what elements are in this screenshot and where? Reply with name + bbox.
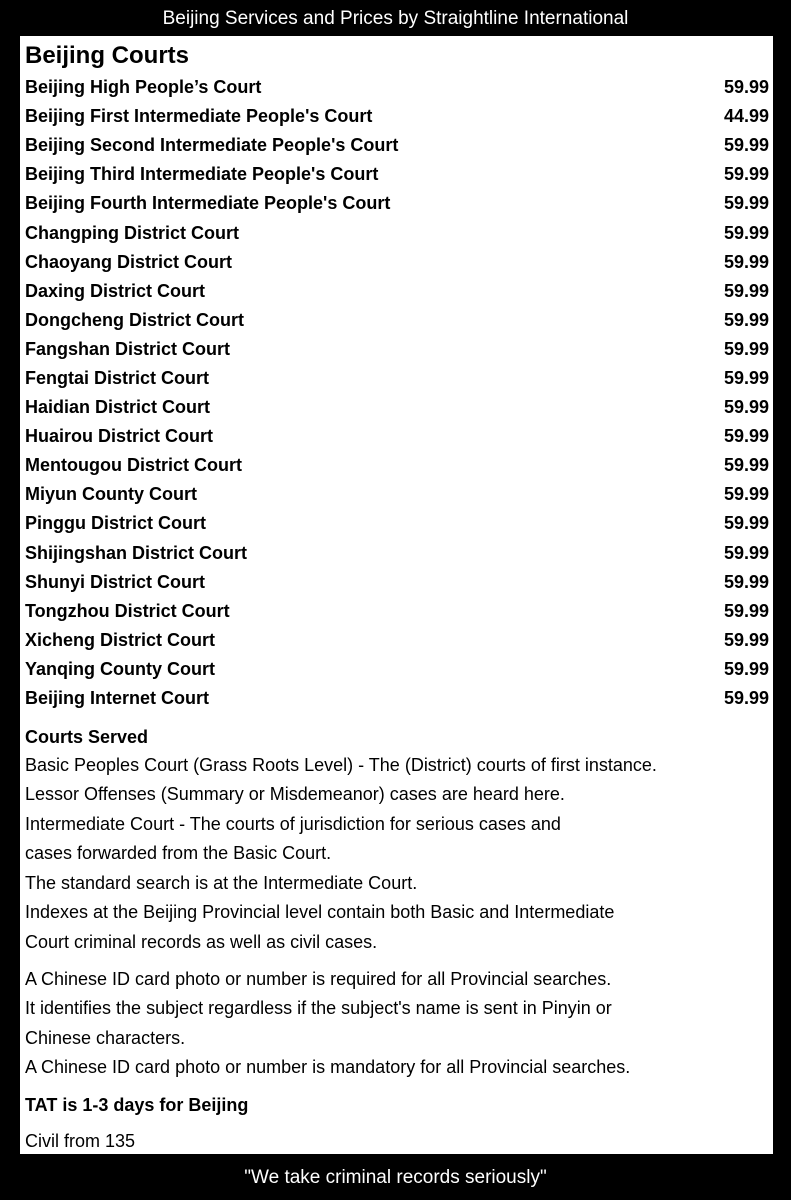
courts-served-text: [25, 751, 773, 957]
tat-note: TAT is 1-3 days for Beijing: [25, 1094, 249, 1115]
court-name: Fengtai District Court: [25, 367, 210, 388]
id-requirements-text: [25, 965, 773, 1083]
court-price: 59.99: [723, 484, 769, 505]
court-row: [20, 684, 773, 713]
court-row: [20, 393, 773, 422]
court-row: [20, 626, 773, 655]
court-name: Beijing High People’s Court: [25, 77, 262, 98]
note-line: cases forwarded from the Basic Court.: [25, 843, 332, 864]
courts-served-heading: Courts Served: [25, 727, 149, 748]
court-price: 59.99: [723, 600, 769, 621]
court-price: 59.99: [723, 629, 769, 650]
court-price: 59.99: [723, 338, 769, 359]
court-name: Huairou District Court: [25, 426, 214, 447]
page-header: Beijing Services and Prices by Straightline International: [162, 8, 629, 29]
court-row: [20, 131, 773, 160]
court-price: 59.99: [723, 280, 769, 301]
court-name: Shunyi District Court: [25, 571, 206, 592]
court-name: Tongzhou District Court: [25, 600, 230, 621]
court-price: 59.99: [723, 397, 769, 418]
court-name: Dongcheng District Court: [25, 309, 244, 330]
court-row: [20, 102, 773, 131]
note-line: A Chinese ID card photo or number is mandatory for all Provincial searches.: [25, 1057, 631, 1078]
court-name: Changping District Court: [25, 222, 239, 243]
court-price: 59.99: [723, 542, 769, 563]
spacer: [25, 957, 773, 965]
court-name: Beijing Second Intermediate People's Court: [25, 135, 399, 156]
note-line: Lessor Offenses (Summary or Misdemeanor) cases are heard here.: [25, 784, 565, 805]
court-row: [20, 306, 773, 335]
court-row: [20, 655, 773, 684]
court-name: Mentougou District Court: [25, 455, 242, 476]
court-row: [20, 160, 773, 189]
court-row: [20, 568, 773, 597]
court-row: [20, 189, 773, 218]
court-row: [20, 422, 773, 451]
court-price: 59.99: [723, 77, 769, 98]
court-price: 59.99: [723, 688, 769, 709]
section-title: Beijing Courts: [25, 42, 190, 69]
spacer: [25, 1083, 773, 1091]
court-price: 59.99: [723, 222, 769, 243]
court-name: Yanqing County Court: [25, 658, 215, 679]
court-row: [20, 73, 773, 102]
court-name: Xicheng District Court: [25, 629, 216, 650]
notes-section: [20, 713, 773, 1156]
note-line: The standard search is at the Intermediate Court.: [25, 872, 418, 893]
court-row: [20, 451, 773, 480]
court-row: [20, 509, 773, 538]
court-row: [20, 277, 773, 306]
note-line: Intermediate Court - The courts of jurisdiction for serious cases and: [25, 813, 561, 834]
court-name: Fangshan District Court: [25, 338, 231, 359]
court-row: [20, 248, 773, 277]
court-price: 44.99: [723, 106, 769, 127]
court-row: [20, 539, 773, 568]
spacer: [25, 1119, 773, 1127]
court-price: 59.99: [723, 251, 769, 272]
court-price-list: [20, 73, 773, 713]
court-price: 59.99: [723, 367, 769, 388]
court-row: [20, 597, 773, 626]
court-name: Beijing Third Intermediate People's Court: [25, 164, 379, 185]
note-line: Court criminal records as well as civil cases.: [25, 931, 378, 952]
court-name: Shijingshan District Court: [25, 542, 248, 563]
court-name: Pinggu District Court: [25, 513, 206, 534]
court-name: Beijing Internet Court: [25, 688, 209, 709]
civil-price-note: Civil from 135: [25, 1130, 136, 1151]
court-row: [20, 335, 773, 364]
note-line: A Chinese ID card photo or number is required for all Provincial searches.: [25, 968, 612, 989]
court-price: 59.99: [723, 658, 769, 679]
note-line: Indexes at the Beijing Provincial level contain both Basic and Intermediate: [25, 902, 615, 923]
court-price: 59.99: [723, 309, 769, 330]
court-price: 59.99: [723, 426, 769, 447]
court-row: [20, 480, 773, 509]
court-price: 59.99: [723, 164, 769, 185]
court-name: Beijing First Intermediate People's Court: [25, 106, 373, 127]
court-price: 59.99: [723, 455, 769, 476]
note-line: Basic Peoples Court (Grass Roots Level) - The (District) courts of first instance.: [25, 755, 657, 776]
court-name: Beijing Fourth Intermediate People's Court: [25, 193, 391, 214]
court-price: 59.99: [723, 193, 769, 214]
court-row: [20, 364, 773, 393]
note-line: Chinese characters.: [25, 1027, 186, 1048]
court-row: [20, 218, 773, 247]
page-footer: "We take criminal records seriously": [244, 1167, 547, 1188]
court-name: Chaoyang District Court: [25, 251, 233, 272]
court-name: Miyun County Court: [25, 484, 197, 505]
court-name: Haidian District Court: [25, 397, 211, 418]
court-price: 59.99: [723, 135, 769, 156]
court-name: Daxing District Court: [25, 280, 206, 301]
note-line: It identifies the subject regardless if the subject's name is sent in Pinyin or: [25, 998, 612, 1019]
court-price: 59.99: [723, 513, 769, 534]
content-panel: [20, 36, 773, 1154]
court-price: 59.99: [723, 571, 769, 592]
